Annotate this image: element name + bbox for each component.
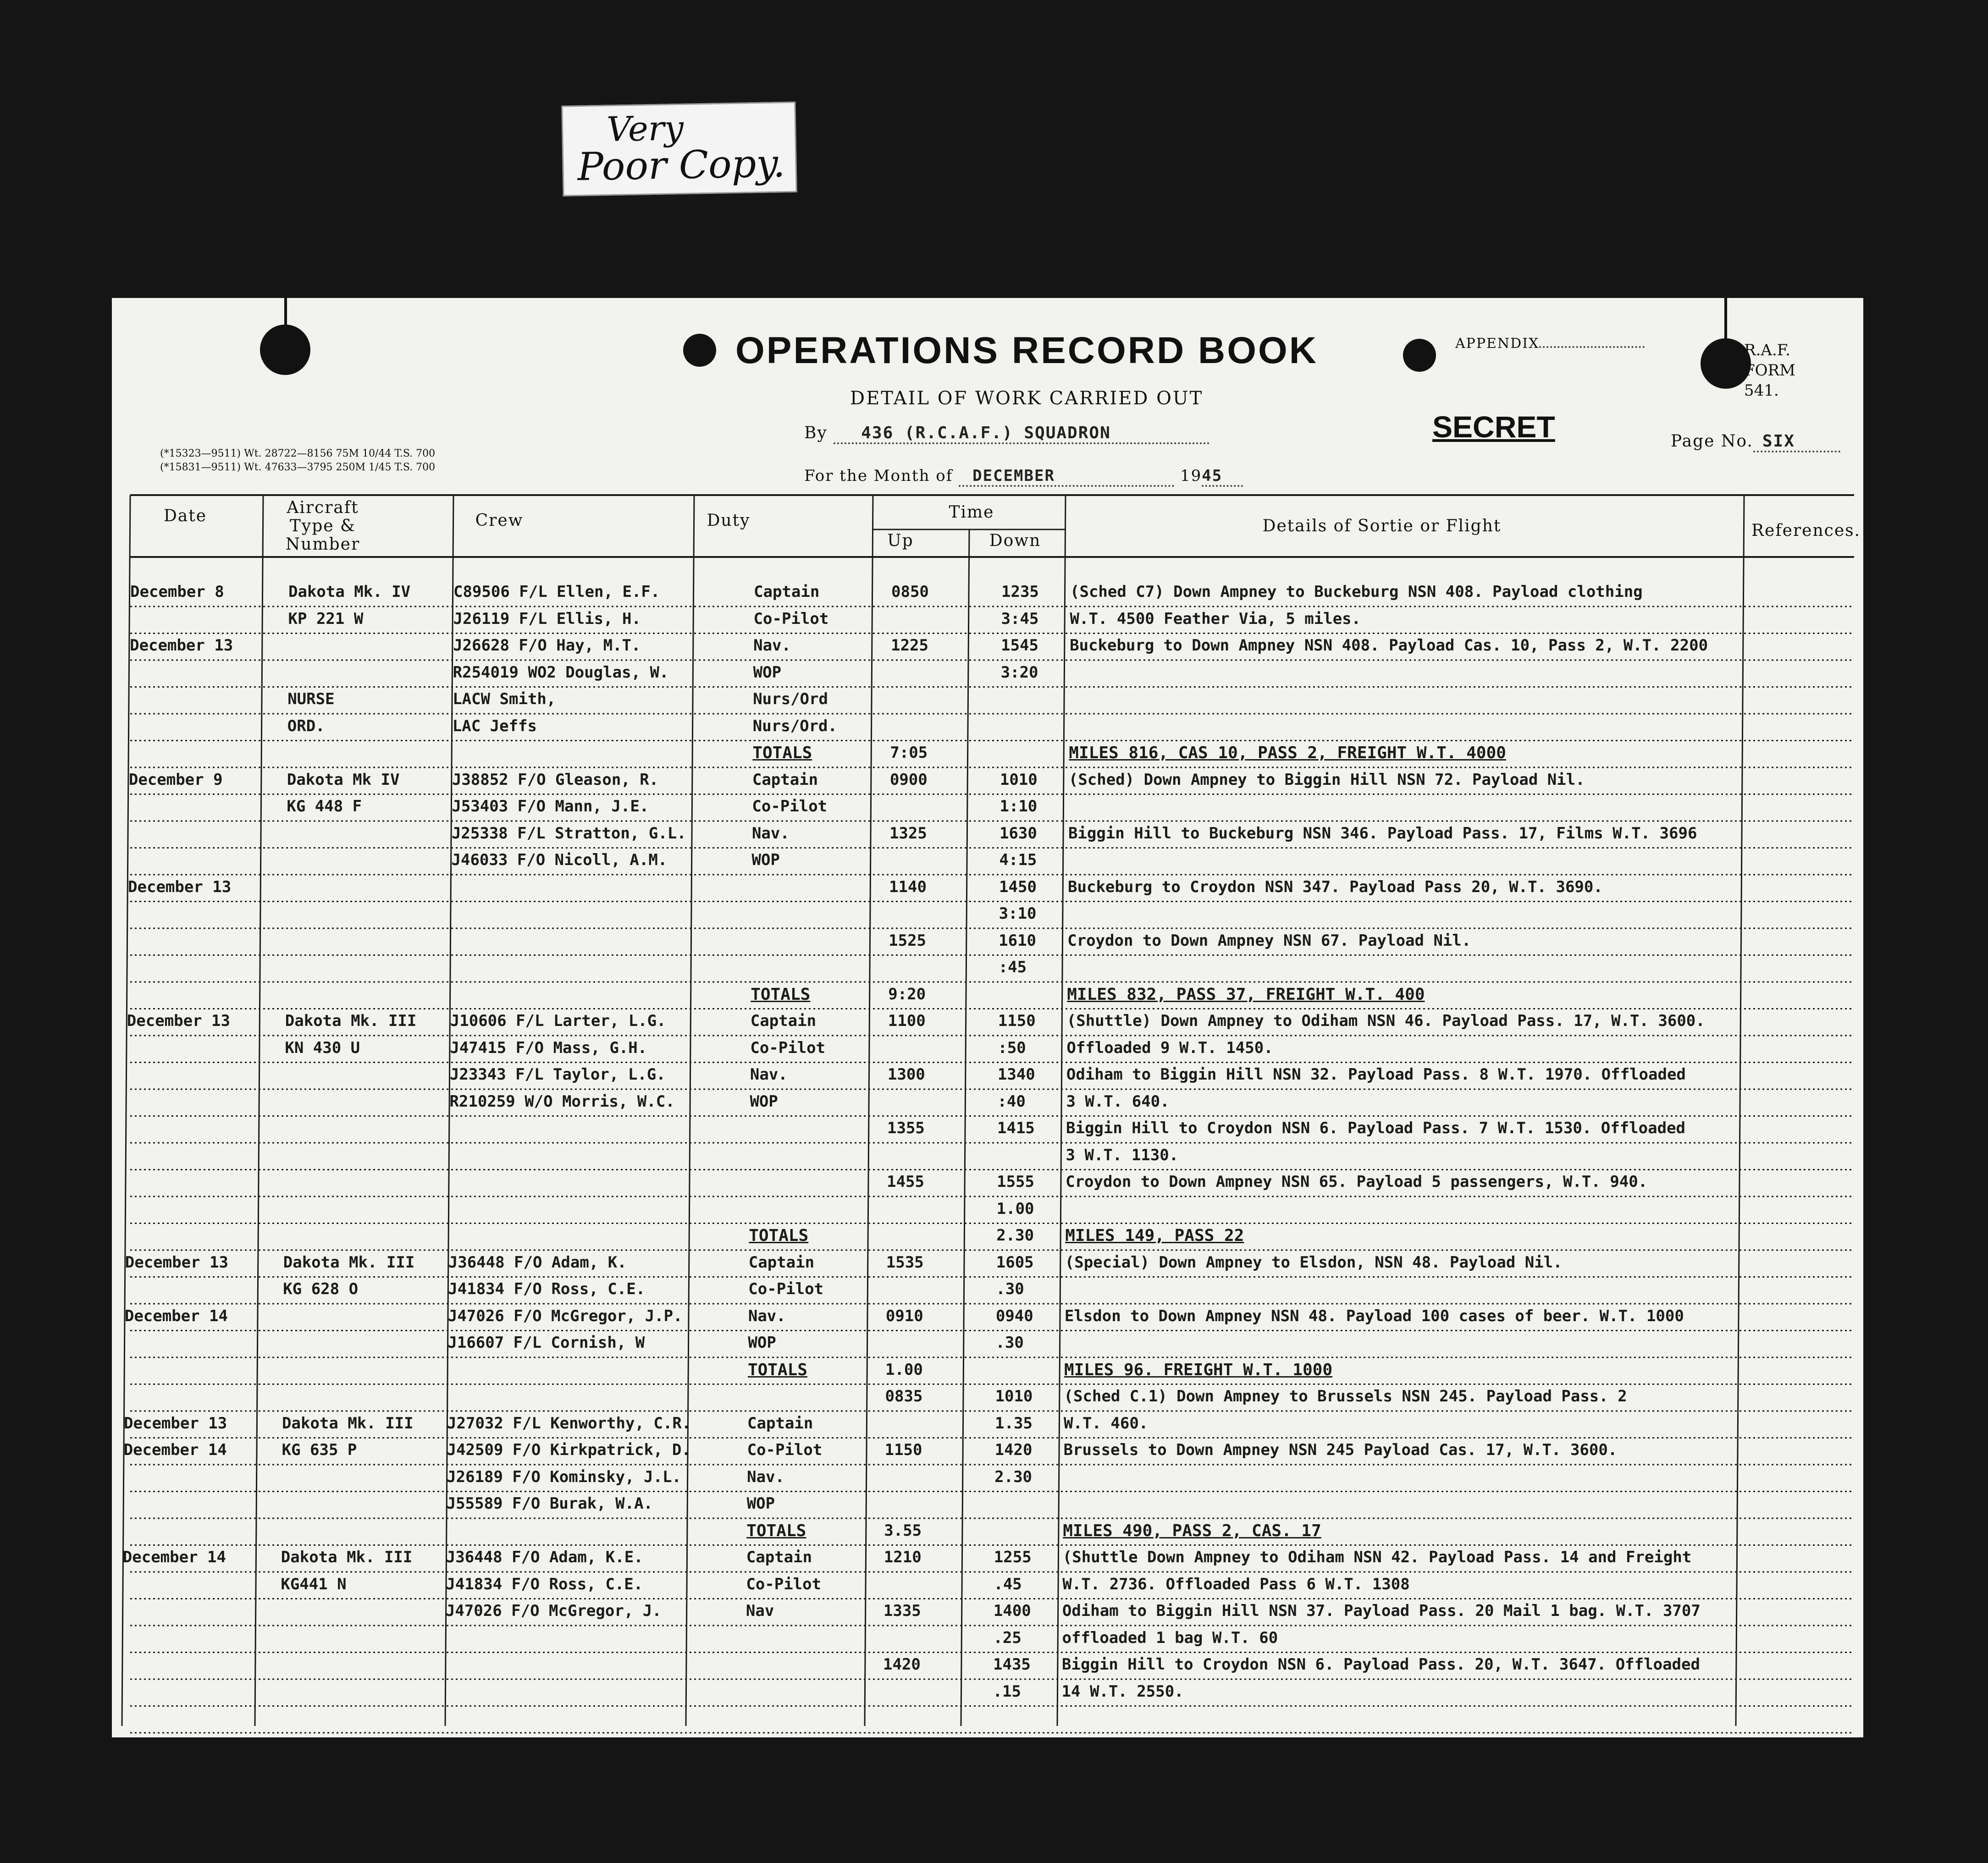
col-down-header: Down [989, 531, 1041, 550]
row-details: Biggin Hill to Buckeburg NSN 346. Payload Pass. 17, Films W.T. 3696 [1068, 824, 1697, 843]
row-details: (Sched C.1) Down Ampney to Brussels NSN 245. Payload Pass. 2 [1064, 1387, 1627, 1406]
row-details: MILES 149, PASS 22 [1065, 1226, 1244, 1245]
row-duty: Captain [754, 583, 820, 601]
row-up: 9:20 [888, 985, 926, 1003]
row-details: 3 W.T. 640. [1066, 1092, 1170, 1111]
row-details: 3 W.T. 1130. [1066, 1146, 1179, 1164]
row-duty: Captain [746, 1548, 812, 1566]
row-duty: Captain [752, 770, 818, 789]
row-up: 1455 [887, 1173, 924, 1191]
row-date: December 14 [122, 1548, 226, 1566]
row-crew: J26119 F/L Ellis, H. [453, 609, 641, 628]
row-up: 1225 [891, 636, 928, 655]
row-up: 1335 [883, 1602, 921, 1620]
grid-line [865, 495, 873, 1726]
row-duty: TOTALS [746, 1521, 806, 1540]
row-duty: WOP [751, 851, 780, 869]
row-details: Biggin Hill to Croydon NSN 6. Payload Pass. 20, W.T. 3647. Offloaded [1062, 1655, 1700, 1674]
row-duty: WOP [750, 1092, 778, 1111]
row-crew: R254019 WO2 Douglas, W. [453, 663, 669, 682]
row-duty: Nurs/Ord [753, 690, 828, 708]
row-details: Croydon to Down Ampney NSN 67. Payload Nil. [1067, 931, 1471, 950]
row-down: 3:20 [1000, 663, 1038, 682]
imprint-line-2: (*15831—9511) Wt. 47633—3795 250M 1/45 T.S. 700 [160, 462, 436, 473]
row-crew: R210259 W/O Morris, W.C. [449, 1092, 675, 1111]
month-label: For the Month of [804, 467, 953, 485]
row-duty: Nav. [747, 1467, 785, 1486]
row-details: (Sched) Down Ampney to Biggin Hill NSN 72. Payload Nil. [1068, 770, 1585, 789]
row-crew: J36448 F/O Adam, K. [448, 1253, 627, 1272]
row-details: (Special) Down Ampney to Elsdon, NSN 48. Payload Nil. [1065, 1253, 1563, 1272]
row-crew: C89506 F/L Ellen, E.F. [453, 583, 660, 601]
row-down: 1605 [996, 1253, 1034, 1272]
row-details: W.T. 2736. Offloaded Pass 6 W.T. 1308 [1062, 1575, 1410, 1593]
row-aircraft: Dakota Mk. III [285, 1012, 417, 1030]
row-crew: J23343 F/L Taylor, L.G. [449, 1065, 666, 1084]
row-details: (Shuttle Down Ampney to Odiham NSN 42. Payload Pass. 14 and Freight [1062, 1548, 1692, 1566]
row-details: MILES 816, CAS 10, PASS 2, FREIGHT W.T. 4000 [1069, 744, 1506, 762]
row-date: December 9 [128, 770, 223, 789]
month-value: DECEMBER [959, 467, 1174, 487]
row-down: .30 [995, 1334, 1024, 1352]
row-details: MILES 490, PASS 2, CAS. 17 [1063, 1521, 1321, 1540]
row-details: offloaded 1 bag W.T. 60 [1062, 1628, 1278, 1647]
row-duty: Nav. [750, 1065, 788, 1084]
row-crew: J42509 F/O Kirkpatrick, D. [447, 1441, 691, 1459]
row-down: 1400 [993, 1602, 1031, 1620]
row-crew: J46033 F/O Nicoll, A.M. [451, 851, 668, 869]
row-crew: J47026 F/O McGregor, J.P. [447, 1306, 683, 1325]
row-duty: TOTALS [751, 985, 811, 1004]
col-details-header: Details of Sortie or Flight [1262, 517, 1502, 535]
row-up: 1210 [884, 1548, 922, 1566]
row-down: 1450 [999, 877, 1037, 896]
row-duty: Nav. [748, 1306, 786, 1325]
row-date: December 13 [127, 1012, 230, 1030]
row-aircraft: Dakota Mk. III [282, 1414, 414, 1433]
row-down: 1555 [997, 1173, 1034, 1191]
row-down: 1235 [1001, 583, 1039, 601]
row-down: 3:45 [1001, 609, 1039, 628]
row-duty: WOP [753, 663, 782, 682]
row-aircraft: ORD. [287, 717, 325, 735]
row-aircraft: KG 635 P [282, 1441, 357, 1459]
row-duty: WOP [746, 1494, 775, 1513]
row-details: (Shuttle) Down Ampney to Odiham NSN 46. Payload Pass. 17, W.T. 3600. [1066, 1012, 1705, 1030]
row-crew: J10606 F/L Larter, L.G. [450, 1012, 666, 1030]
row-down: 1340 [997, 1065, 1035, 1084]
page-subtitle: DETAIL OF WORK CARRIED OUT [850, 388, 1204, 409]
row-down: 1255 [994, 1548, 1032, 1566]
handwritten-note [561, 102, 797, 197]
row-details: Offloaded 9 W.T. 1450. [1066, 1038, 1273, 1057]
row-down: 1.35 [995, 1414, 1033, 1433]
row-date: December 8 [130, 583, 224, 601]
row-crew: LAC Jeffs [452, 717, 537, 735]
row-crew: J26189 F/O Kominsky, J.L. [447, 1467, 681, 1486]
row-up: 1535 [886, 1253, 924, 1272]
col-crew-header: Crew [475, 511, 524, 530]
row-up: 1300 [887, 1065, 925, 1084]
row-crew: J47415 F/O Mass, G.H. [450, 1038, 647, 1057]
row-up: 1325 [889, 824, 927, 843]
row-down: 3:10 [999, 904, 1037, 923]
row-aircraft: KG 628 O [283, 1280, 359, 1298]
row-crew: J16607 F/L Cornish, W [447, 1334, 645, 1352]
row-down: .45 [994, 1575, 1022, 1593]
row-details: Brussels to Down Ampney NSN 245 Payload Cas. 17, W.T. 3600. [1063, 1441, 1618, 1459]
col-up-header: Up [887, 531, 914, 550]
row-down: :40 [997, 1092, 1026, 1111]
row-duty: TOTALS [749, 1226, 809, 1245]
row-aircraft: KN 430 U [285, 1038, 360, 1057]
row-up: 1525 [889, 931, 927, 950]
appendix-label: APPENDIX [1455, 336, 1540, 352]
col-time-header: Time [949, 503, 994, 522]
row-duty: Nav. [751, 824, 790, 843]
col-references-header: References. [1751, 521, 1861, 540]
row-down: .25 [993, 1628, 1022, 1647]
row-crew: J25338 F/L Stratton, G.L. [451, 824, 686, 843]
row-duty: Co-Pilot [752, 797, 828, 816]
row-duty: Co-Pilot [750, 1038, 826, 1057]
grid-line [1736, 495, 1744, 1726]
row-up: 1150 [884, 1441, 922, 1459]
row-details: Buckeburg to Down Ampney NSN 408. Payload Cas. 10, Pass 2, W.T. 2200 [1070, 636, 1708, 655]
grid-line [1057, 495, 1066, 1726]
row-crew: J36448 F/O Adam, K.E. [446, 1548, 643, 1566]
row-details: Croydon to Down Ampney NSN 65. Payload 5 passengers, W.T. 940. [1066, 1173, 1648, 1191]
row-duty: TOTALS [752, 744, 812, 762]
grid-line [961, 529, 969, 1726]
by-label: By [804, 424, 828, 442]
row-duty: Co-Pilot [753, 609, 829, 628]
col-duty-header: Duty [707, 511, 751, 530]
grid-line [255, 495, 263, 1726]
year-suffix: 45 [1202, 467, 1243, 487]
row-down: 1010 [1000, 770, 1038, 789]
row-details: (Sched C7) Down Ampney to Buckeburg NSN 408. Payload clothing [1070, 583, 1643, 601]
row-date: December 13 [125, 1253, 228, 1272]
row-up: 7:05 [890, 744, 928, 762]
row-duty: Nav [746, 1602, 774, 1620]
row-up: 0910 [885, 1306, 923, 1325]
row-date: December 13 [128, 877, 232, 896]
squadron-name: 436 (R.C.A.F.) SQUADRON [834, 424, 1209, 444]
row-duty: Nurs/Ord. [752, 717, 837, 735]
row-down: 4:15 [999, 851, 1037, 869]
row-duty: TOTALS [747, 1360, 807, 1379]
year-prefix: 19 [1180, 467, 1202, 485]
row-duty: Co-Pilot [748, 1280, 824, 1298]
grid-line [122, 495, 130, 1726]
row-details: Biggin Hill to Croydon NSN 6. Payload Pass. 7 W.T. 1530. Offloaded [1066, 1119, 1686, 1137]
row-crew: J47026 F/O McGregor, J. [445, 1602, 662, 1620]
row-crew: J41834 F/O Ross, C.E. [446, 1575, 643, 1593]
row-aircraft: Dakota Mk IV [287, 770, 400, 789]
row-down: 1150 [998, 1012, 1036, 1030]
record-sheet [112, 298, 1863, 1737]
col-aircraft-header: Aircraft Type & Number [285, 498, 360, 554]
row-down: .15 [993, 1682, 1021, 1701]
row-up: 0835 [885, 1387, 923, 1406]
row-up: 3.55 [884, 1521, 922, 1540]
page-value: SIX [1753, 432, 1840, 452]
row-aircraft: KP 221 W [288, 609, 364, 628]
page-title: OPERATIONS RECORD BOOK [735, 330, 1318, 371]
row-crew: J27032 F/L Kenworthy, C.R. [447, 1414, 691, 1433]
row-date: December 14 [124, 1306, 228, 1325]
row-duty: Captain [747, 1414, 813, 1433]
row-details: Buckeburg to Croydon NSN 347. Payload Pass 20, W.T. 3690. [1068, 877, 1603, 896]
row-crew: J53403 F/O Mann, J.E. [452, 797, 649, 816]
row-duty: WOP [748, 1334, 776, 1352]
row-down: .30 [996, 1280, 1024, 1298]
grid-line [686, 495, 694, 1726]
row-aircraft: Dakota Mk. III [283, 1253, 415, 1272]
row-details: MILES 832, PASS 37, FREIGHT W.T. 400 [1067, 985, 1425, 1004]
row-details: W.T. 460. [1064, 1414, 1149, 1433]
row-down: 1610 [999, 931, 1037, 950]
row-aircraft: Dakota Mk. III [281, 1548, 413, 1566]
row-crew: J41834 F/O Ross, C.E. [448, 1280, 646, 1298]
grid-line [445, 495, 453, 1726]
row-down: 2.30 [994, 1467, 1033, 1486]
row-aircraft: NURSE [287, 690, 335, 708]
row-duty: Captain [748, 1253, 815, 1272]
row-aircraft: KG441 N [281, 1575, 347, 1593]
col-date-header: Date [163, 507, 207, 525]
row-up: 1420 [883, 1655, 921, 1674]
row-crew: J38852 F/O Gleason, R. [452, 770, 659, 789]
row-down: 1630 [999, 824, 1037, 843]
row-details: MILES 96. FREIGHT W.T. 1000 [1064, 1360, 1333, 1379]
row-aircraft: KG 448 F [287, 797, 362, 816]
row-down: 1420 [994, 1441, 1033, 1459]
row-crew: J55589 F/O Burak, W.A. [446, 1494, 653, 1513]
row-down: 2.30 [996, 1226, 1034, 1245]
row-down: :50 [998, 1038, 1026, 1057]
row-details: Odiham to Biggin Hill NSN 37. Payload Pass. 20 Mail 1 bag. W.T. 3707 [1062, 1602, 1701, 1620]
row-duty: Co-Pilot [747, 1441, 823, 1459]
row-down: 1:10 [1000, 797, 1038, 816]
imprint-line-1: (*15323—9511) Wt. 28722—8156 75M 10/44 T.S. 700 [160, 448, 436, 459]
row-up: 1100 [888, 1012, 926, 1030]
row-up: 1355 [887, 1119, 925, 1137]
row-duty: Captain [750, 1012, 817, 1030]
form-number: R.A.F. FORM 541. [1744, 341, 1795, 400]
row-date: December 14 [123, 1441, 227, 1459]
note-line-2: Poor Copy. [577, 140, 786, 189]
page-label: Page No. [1671, 432, 1753, 451]
row-crew: J26628 F/O Hay, M.T. [453, 636, 641, 655]
row-date: December 13 [124, 1414, 227, 1433]
row-down: 1010 [995, 1387, 1033, 1406]
row-up: 0900 [889, 770, 928, 789]
note-line-1: Very [606, 108, 684, 149]
row-down: 1435 [993, 1655, 1031, 1674]
row-down: 1545 [1001, 636, 1038, 655]
row-aircraft: Dakota Mk. IV [288, 583, 411, 601]
row-down: 1415 [997, 1119, 1035, 1137]
classification-stamp: SECRET [1432, 410, 1555, 444]
row-crew: LACW Smith, [453, 690, 556, 708]
row-details: Elsdon to Down Ampney NSN 48. Payload 100 cases of beer. W.T. 1000 [1064, 1306, 1684, 1325]
row-down: 1.00 [996, 1199, 1034, 1218]
row-details: Odiham to Biggin Hill NSN 32. Payload Pass. 8 W.T. 1970. Offloaded [1066, 1065, 1686, 1084]
row-duty: Co-Pilot [746, 1575, 822, 1593]
row-up: 0850 [891, 583, 929, 601]
row-down: :45 [998, 958, 1027, 976]
row-up: 1.00 [885, 1360, 923, 1379]
row-date: December 13 [130, 636, 233, 655]
row-details: 14 W.T. 2550. [1061, 1682, 1184, 1701]
row-down: 0940 [995, 1306, 1033, 1325]
row-up: 1140 [889, 877, 927, 896]
row-details: W.T. 4500 Feather Via, 5 miles. [1070, 609, 1361, 628]
row-duty: Nav. [753, 636, 791, 655]
